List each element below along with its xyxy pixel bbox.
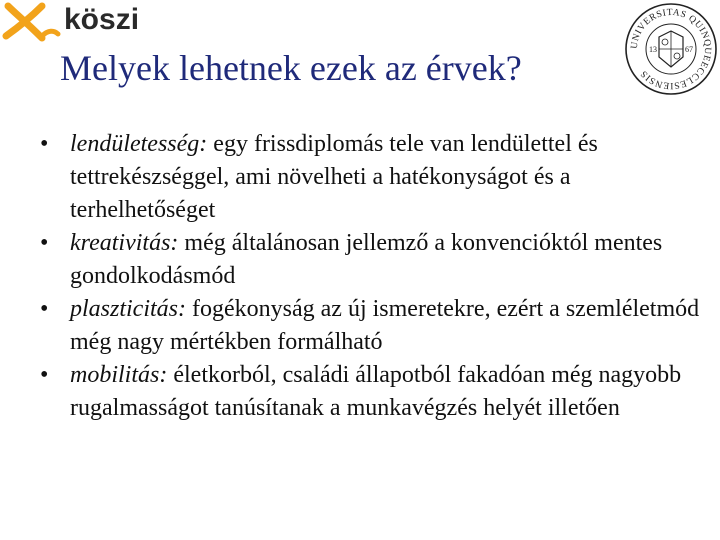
bullet-dot-icon: • <box>40 230 49 256</box>
bullet-dot-icon: • <box>40 362 49 388</box>
svg-text:67: 67 <box>685 45 693 54</box>
list-item <box>40 359 700 425</box>
svg-text:13: 13 <box>649 45 657 54</box>
item-term: kreativitás: <box>70 230 179 256</box>
item-text: fogékonyság az új ismeretekre, ezért a szemléletmód még nagy mértékben formálható <box>70 296 700 355</box>
koszi-logo <box>2 0 140 42</box>
bullet-dot-icon: • <box>40 296 49 322</box>
svg-text:UNIVERSITAS QUINQUEECCLESIENSI: UNIVERSITAS QUINQUEECCLESIENSIS <box>629 7 713 91</box>
argument-list <box>40 128 700 425</box>
item-text: egy frissdiplomás tele van lendülettel és tettrekészséggel, ami növelheti a hatékonyságot és a terhelhetőséget <box>70 131 598 223</box>
item-term: plaszticitás: <box>70 296 187 322</box>
logo-text: köszi <box>64 3 140 36</box>
item-text: életkorból, családi állapotból fakadóan még nagyobb rugalmasságot tanúsítanak a munkavégzés helyét illetően <box>70 362 682 421</box>
koszi-logo-mark-icon <box>2 0 62 42</box>
item-text: még általánosan jellemző a konvencióktól mentes gondolkodásmód <box>70 230 663 289</box>
item-term: mobilitás: <box>70 362 168 388</box>
slide-title: Melyek lehetnek ezek az érvek? <box>60 48 522 88</box>
item-term: lendületesség: <box>70 131 208 157</box>
list-item <box>40 128 700 227</box>
list-item <box>40 293 700 359</box>
bullet-dot-icon: • <box>40 131 49 157</box>
list-item <box>40 227 700 293</box>
university-seal-icon <box>623 1 719 97</box>
